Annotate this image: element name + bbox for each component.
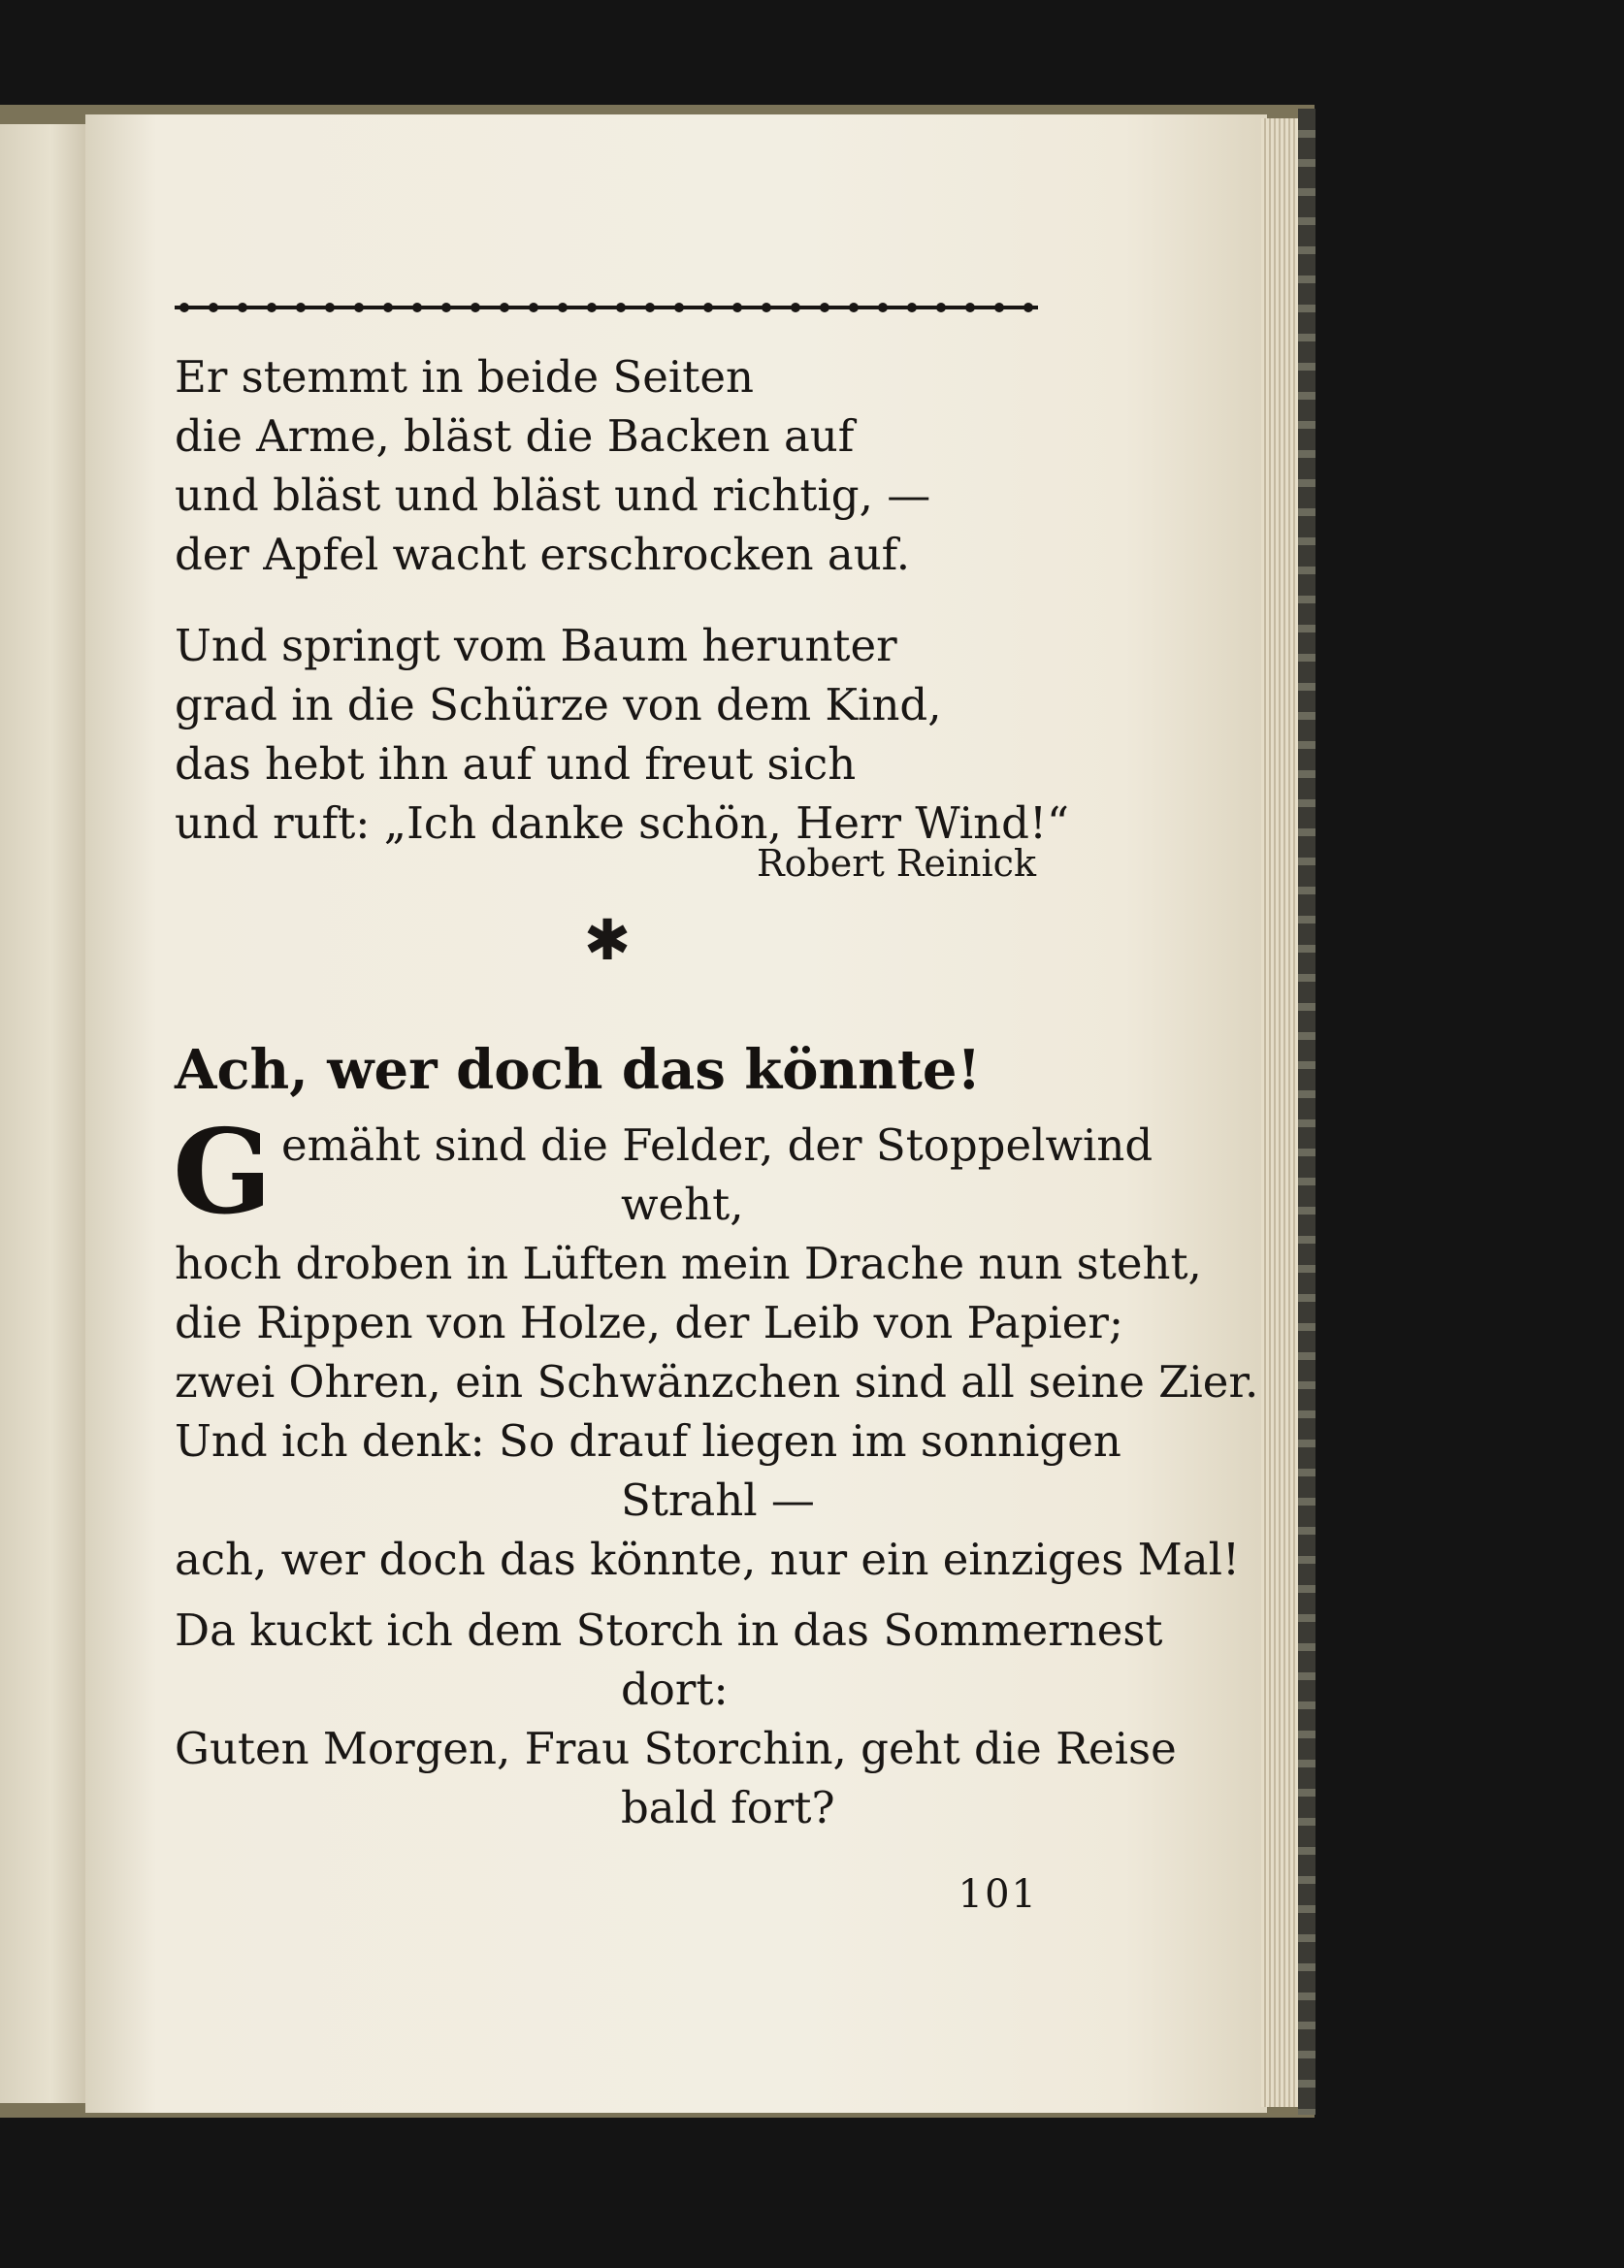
page-stack-edges <box>1261 118 1300 2107</box>
left-page-edge <box>0 124 85 2103</box>
poem-stanza-1 <box>175 347 1048 584</box>
ornament-rule <box>175 296 1038 319</box>
poem-line: Guten Morgen, Frau Storchin, geht die Reise <box>175 1723 1177 1774</box>
poem-line: und bläst und bläst und richtig, — <box>175 470 931 521</box>
poem-line: und ruft: „Ich danke schön, Herr Wind!“ <box>175 797 1070 849</box>
poem-stanza-2 <box>175 616 1070 853</box>
poem-line-continuation: weht, <box>621 1179 744 1230</box>
poem-line: die Arme, bläst die Backen auf <box>175 410 855 462</box>
poem-line: grad in die Schürze von dem Kind, <box>175 679 942 730</box>
page-number: 101 <box>958 1872 1038 1917</box>
poem-line: ach, wer doch das könnte, nur ein einziges Mal! <box>175 1534 1241 1585</box>
poem-line: emäht sind die Felder, der Stoppelwind <box>281 1119 1153 1171</box>
drop-cap: G <box>173 1104 273 1241</box>
poem-line-continuation: dort: <box>621 1664 729 1715</box>
poem-line: die Rippen von Holze, der Leib von Papier; <box>175 1297 1124 1348</box>
poem-line: Er stemmt in beide Seiten <box>175 351 754 403</box>
poem-stanza-3 <box>173 1104 1259 1589</box>
poem-line: Und ich denk: So drauf liegen im sonnigen <box>175 1415 1121 1467</box>
poem-author: Robert Reinick <box>756 842 1036 885</box>
poem-title: Ach, wer doch das könnte! <box>175 1038 982 1102</box>
poem-line: zwei Ohren, ein Schwänzchen sind all seine Zier. <box>175 1356 1259 1408</box>
poem-line: Und springt vom Baum herunter <box>175 620 897 671</box>
section-separator: ✱ <box>583 907 632 973</box>
poem-stanza-4 <box>175 1601 1177 1837</box>
poem-line-continuation: Strahl — <box>621 1474 815 1526</box>
poem-line: das hebt ihn auf und freut sich <box>175 738 857 790</box>
poem-line: hoch droben in Lüften mein Drache nun steht, <box>175 1238 1202 1289</box>
poem-line: Da kuckt ich dem Storch in das Sommernest <box>175 1604 1163 1656</box>
poem-line: der Apfel wacht erschrocken auf. <box>175 529 911 580</box>
poem-line-continuation: bald fort? <box>621 1782 835 1833</box>
cover-edge <box>1298 109 1315 2115</box>
